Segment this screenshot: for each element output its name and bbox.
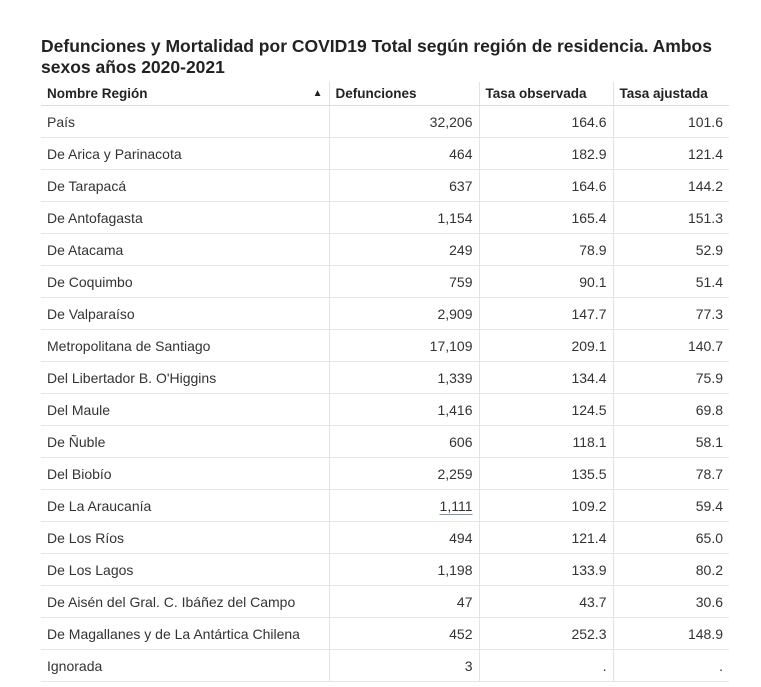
cell-defunciones [329,490,479,522]
table-row [41,586,729,618]
cell-defunciones-value: 1,154 [437,209,473,226]
cell-tasa-observada [479,522,613,554]
cell-tasa-observada [479,554,613,586]
cell-tasa-observada-value: 133.9 [571,561,607,578]
cell-region-value: De Aisén del Gral. C. Ibáñez del Campo [47,593,296,610]
cell-region [41,106,329,138]
table-row [41,266,729,298]
cell-defunciones [329,586,479,618]
cell-defunciones-value: 2,259 [437,465,473,482]
cell-region-value: De Los Lagos [47,561,134,578]
table-row [41,618,729,650]
cell-defunciones-value: 759 [449,273,473,290]
cell-defunciones [329,330,479,362]
cell-tasa-ajustada-value: 78.7 [695,465,723,482]
cell-tasa-observada-value: 252.3 [571,625,607,642]
cell-tasa-observada-value: 182.9 [571,145,607,162]
cell-tasa-ajustada [613,138,729,170]
cell-tasa-ajustada-value: 30.6 [695,593,723,610]
cell-defunciones-value: 1,111 [439,497,473,514]
cell-defunciones [329,650,479,682]
cell-region [41,426,329,458]
cell-tasa-observada [479,234,613,266]
cell-tasa-ajustada-value: 121.4 [687,145,723,162]
cell-defunciones-value: 2,909 [437,305,473,322]
cell-region-value: Del Libertador B. O'Higgins [47,369,217,386]
cell-tasa-observada-value: 164.6 [571,177,607,194]
cell-tasa-observada-value: 164.6 [571,113,607,130]
cell-region-value: De Valparaíso [47,305,135,322]
cell-tasa-observada-value: . [602,657,607,674]
cell-region-value: De Ñuble [47,433,106,450]
cell-defunciones-value: 464 [449,145,473,162]
column-header-defunciones[interactable]: Defunciones [329,82,479,106]
cell-tasa-ajustada [613,298,729,330]
cell-tasa-ajustada-value: 77.3 [695,305,723,322]
table-row [41,458,729,490]
table-row [41,202,729,234]
table-row [41,170,729,202]
table-body [41,106,729,682]
cell-region [41,138,329,170]
cell-tasa-observada-value: 135.5 [571,465,607,482]
cell-tasa-ajustada [613,394,729,426]
cell-defunciones-value: 637 [449,177,473,194]
cell-region-value: De Los Ríos [47,529,125,546]
cell-tasa-observada [479,202,613,234]
cell-defunciones [329,554,479,586]
table-row [41,522,729,554]
cell-tasa-observada [479,458,613,490]
cell-region-value: De Atacama [47,241,124,258]
column-header-tasa-observada[interactable]: Tasa observada [479,82,613,106]
cell-defunciones [329,202,479,234]
cell-tasa-observada-value: 109.2 [571,497,607,514]
cell-defunciones-value: 17,109 [429,337,473,354]
cell-tasa-ajustada [613,170,729,202]
cell-defunciones-value: 1,416 [437,401,473,418]
cell-region [41,554,329,586]
cell-region [41,170,329,202]
cell-tasa-observada-value: 90.1 [579,273,607,290]
cell-defunciones-value: 1,198 [437,561,473,578]
cell-tasa-observada-value: 134.4 [571,369,607,386]
cell-tasa-ajustada-value: 75.9 [695,369,723,386]
table-row [41,426,729,458]
cell-region-value: País [47,113,76,130]
cell-tasa-observada [479,394,613,426]
cell-region-value: De Coquimbo [47,273,133,290]
cell-tasa-ajustada [613,650,729,682]
cell-region-value: Ignorada [47,657,103,674]
cell-tasa-ajustada-value: . [719,657,723,674]
cell-tasa-ajustada [613,234,729,266]
cell-defunciones [329,298,479,330]
cell-defunciones [329,138,479,170]
data-table [41,82,729,682]
cell-defunciones-value: 32,206 [429,113,473,130]
cell-region [41,650,329,682]
cell-defunciones-value: 606 [449,433,473,450]
cell-tasa-ajustada [613,330,729,362]
cell-tasa-ajustada-value: 65.0 [695,529,723,546]
cell-tasa-ajustada [613,490,729,522]
cell-tasa-observada [479,490,613,522]
cell-region-value: De Tarapacá [47,177,127,194]
cell-region-value: Del Maule [47,401,111,418]
cell-tasa-observada-value: 209.1 [571,337,607,354]
table-row [41,298,729,330]
cell-tasa-ajustada [613,586,729,618]
cell-tasa-observada-value: 78.9 [579,241,607,258]
sort-ascending-icon[interactable]: ▲ [312,88,323,99]
cell-region-value: De La Araucanía [47,497,152,514]
table-header-row [41,82,729,106]
cell-tasa-ajustada-value: 144.2 [687,177,723,194]
cell-tasa-ajustada-value: 69.8 [695,401,723,418]
cell-region [41,266,329,298]
table-row [41,234,729,266]
cell-region [41,586,329,618]
cell-tasa-observada [479,298,613,330]
cell-tasa-observada-value: 118.1 [572,433,607,450]
cell-tasa-observada-value: 124.5 [571,401,607,418]
cell-region-value: Metropolitana de Santiago [47,337,211,354]
cell-defunciones [329,618,479,650]
cell-tasa-ajustada-value: 101.6 [687,113,723,130]
cell-tasa-ajustada [613,522,729,554]
cell-defunciones-value: 249 [449,241,473,258]
cell-tasa-ajustada [613,618,729,650]
cell-region [41,234,329,266]
table-row [41,138,729,170]
cell-region [41,618,329,650]
cell-tasa-observada [479,650,613,682]
cell-defunciones-value: 494 [449,529,473,546]
cell-region-value: Del Biobío [47,465,112,482]
cell-tasa-ajustada [613,266,729,298]
cell-defunciones-value: 1,339 [437,369,473,386]
table-row [41,362,729,394]
cell-defunciones-value: 47 [456,593,473,610]
column-header-region-label: Nombre Región [47,86,148,101]
cell-tasa-observada [479,106,613,138]
cell-tasa-observada [479,266,613,298]
cell-tasa-observada [479,586,613,618]
column-header-tasa-ajustada[interactable]: Tasa ajustada [613,82,729,106]
cell-defunciones [329,362,479,394]
chart-title: Defunciones y Mortalidad por COVID19 Total según región de residencia. Ambos sexos años 2020-2021 [41,36,712,77]
cell-region [41,298,329,330]
cell-region-value: De Antofagasta [47,209,143,226]
cell-tasa-ajustada-value: 59.4 [695,497,723,514]
cell-defunciones [329,170,479,202]
cell-tasa-observada [479,362,613,394]
table-row [41,554,729,586]
cell-region [41,522,329,554]
cell-tasa-observada-value: 147.7 [571,305,607,322]
table-row [41,650,729,682]
cell-defunciones [329,266,479,298]
cell-tasa-ajustada [613,426,729,458]
table-row [41,394,729,426]
cell-tasa-observada [479,330,613,362]
cell-region [41,202,329,234]
cell-tasa-observada [479,426,613,458]
cell-tasa-observada-value: 43.7 [579,593,607,610]
cell-tasa-observada [479,138,613,170]
cell-defunciones [329,522,479,554]
cell-defunciones [329,426,479,458]
cell-region [41,362,329,394]
cell-region [41,330,329,362]
cell-defunciones [329,106,479,138]
cell-tasa-ajustada-value: 140.7 [687,337,723,354]
cell-tasa-observada [479,618,613,650]
table-row [41,330,729,362]
table-row [41,490,729,522]
cell-tasa-ajustada-value: 151.3 [687,209,723,226]
cell-defunciones [329,394,479,426]
cell-tasa-ajustada-value: 52.9 [695,241,723,258]
cell-region [41,458,329,490]
cell-region [41,490,329,522]
cell-tasa-observada-value: 121.4 [571,529,607,546]
cell-defunciones [329,234,479,266]
cell-tasa-ajustada-value: 148.9 [687,625,723,642]
cell-tasa-observada-value: 165.4 [571,209,607,226]
cell-region-value: De Arica y Parinacota [47,145,182,162]
table-row [41,106,729,138]
cell-tasa-ajustada-value: 58.1 [695,433,723,450]
cell-tasa-ajustada [613,554,729,586]
cell-region-value: De Magallanes y de La Antártica Chilena [47,625,300,642]
column-header-region[interactable] [41,82,329,106]
cell-tasa-ajustada [613,106,729,138]
cell-tasa-ajustada [613,458,729,490]
cell-tasa-ajustada [613,202,729,234]
cell-defunciones [329,458,479,490]
cell-defunciones-value: 3 [464,657,473,674]
cell-defunciones-value: 452 [449,625,473,642]
cell-tasa-ajustada-value: 80.2 [695,561,723,578]
cell-tasa-ajustada [613,362,729,394]
cell-tasa-observada [479,170,613,202]
cell-tasa-ajustada-value: 51.4 [695,273,723,290]
cell-region [41,394,329,426]
